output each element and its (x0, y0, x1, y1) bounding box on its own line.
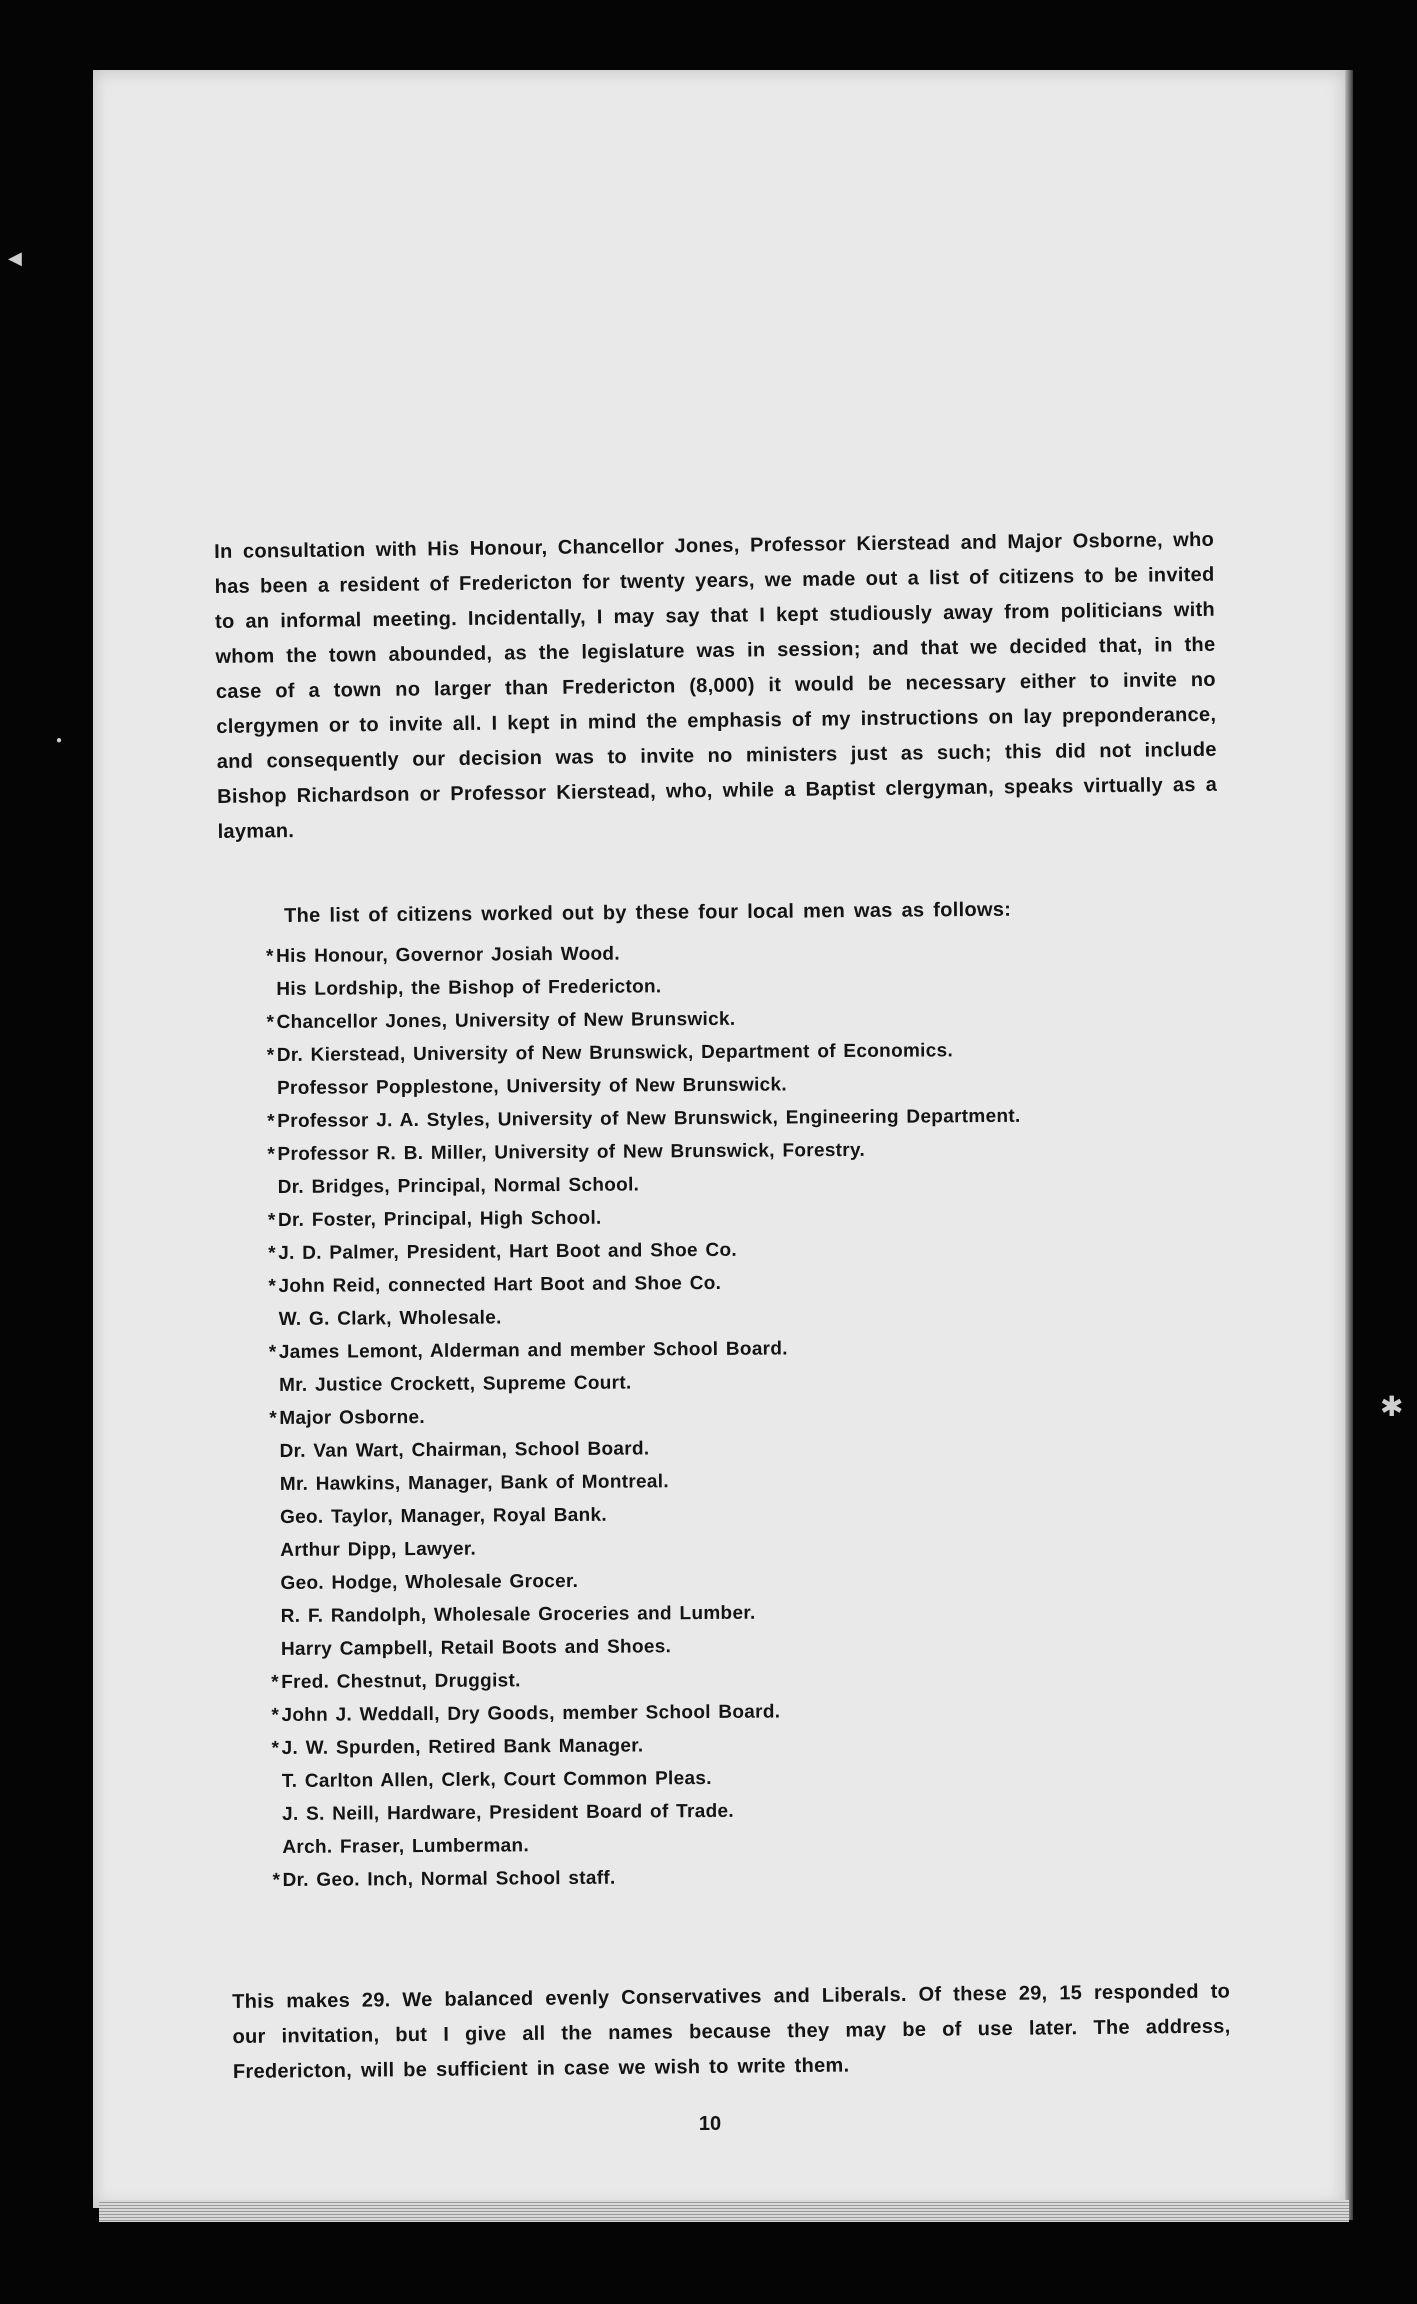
citizen-entry: His Honour, Governor Josiah Wood. (276, 943, 620, 967)
citizen-entry: Professor J. A. Styles, University of New Brunswick, Engineering Department. (277, 1105, 1021, 1132)
page-edge (1345, 70, 1353, 2220)
citizen-entry: John J. Weddall, Dry Goods, member School Board. (281, 1701, 781, 1726)
citizen-entry: Dr. Geo. Inch, Normal School staff. (282, 1867, 616, 1891)
page-stack-edge (99, 2200, 1349, 2222)
citizen-entry: Professor Popplestone, University of New Brunswick. (276, 1074, 788, 1099)
asterisk-mark: * (267, 1210, 276, 1232)
asterisk-mark: * (266, 1045, 275, 1067)
asterisk-mark: * (267, 1111, 276, 1133)
asterisk-mark: * (268, 1342, 277, 1364)
citizen-entry: Dr. Van Wart, Chairman, School Board. (279, 1438, 650, 1462)
asterisk-mark: * (271, 1737, 280, 1760)
citizen-entry: Fred. Chestnut, Druggist. (281, 1670, 521, 1693)
citizen-entry: W. G. Clark, Wholesale. (278, 1307, 502, 1330)
citizen-entry: Chancellor Jones, University of New Brunswick. (276, 1008, 736, 1033)
list-intro: The list of citizens worked out by these four local men was as follows: (284, 898, 1012, 927)
citizen-entry: His Lordship, the Bishop of Fredericton. (276, 976, 662, 1000)
citizen-list (266, 934, 1183, 1897)
citizen-entry: Geo. Hodge, Wholesale Grocer. (280, 1570, 579, 1594)
asterisk-mark: * (268, 1276, 277, 1298)
citizen-entry: Arch. Fraser, Lumberman. (282, 1835, 530, 1858)
citizen-entry: Mr. Hawkins, Manager, Bank of Montreal. (279, 1471, 669, 1495)
citizen-entry: J. S. Neill, Hardware, President Board of Trade. (282, 1800, 734, 1825)
citizen-entry: T. Carlton Allen, Clerk, Court Common Pleas. (281, 1767, 712, 1792)
asterisk-mark: * (266, 1012, 275, 1034)
citizen-entry: Dr. Kierstead, University of New Brunswick, Department of Economics. (276, 1040, 954, 1066)
asterisk-mark: * (271, 1704, 280, 1727)
speck-cluster-icon: ✱ (1380, 1391, 1404, 1422)
asterisk-mark: * (267, 1144, 276, 1166)
citizen-entry: Dr. Foster, Principal, High School. (277, 1207, 602, 1231)
list-item (272, 1858, 1182, 1897)
asterisk-mark: * (272, 1869, 281, 1892)
citizen-entry: Harry Campbell, Retail Boots and Shoes. (280, 1636, 672, 1660)
asterisk-mark: * (268, 1243, 276, 1265)
asterisk-mark: * (271, 1671, 279, 1694)
body-paragraph-1: In consultation with His Honour, Chancellor Jones, Professor Kierstead and Major Osborne, who has been a resident of Fredericton for twenty years, we made out a list of citizens to be invited to an informal meeting. Incidentally, I may say that I kept studiously away from politicians with whom the town abounded, as the legislature was in session; and that we decided that, in the case of a town no larger than Fredericton (8,000) it would be necessary either to invite no clergymen or to invite all. I kept in mind the emphasis of my instructions on lay preponderance, and consequently our decision was to invite no ministers just as such; this did not include Bishop Richardson or Professor Kierstead, who, while a Baptist clergyman, speaks virtually as a layman. (214, 528, 1218, 843)
citizen-entry: R. F. Randolph, Wholesale Groceries and Lumber. (280, 1602, 756, 1627)
citizen-entry: Major Osborne. (279, 1406, 425, 1429)
citizen-entry: J. W. Spurden, Retired Bank Manager. (281, 1735, 644, 1759)
left-arrow-mark-icon: ◀ (8, 248, 22, 268)
citizen-entry: James Lemont, Alderman and member School Board. (278, 1338, 788, 1363)
citizen-entry: Arthur Dipp, Lawyer. (280, 1538, 477, 1561)
speck-mark-icon: ● (56, 735, 63, 746)
citizen-entry: J. D. Palmer, President, Hart Boot and Shoe Co. (278, 1239, 738, 1264)
citizen-entry: Professor R. B. Miller, University of New Brunswick, Forestry. (277, 1139, 866, 1165)
citizen-entry: Dr. Bridges, Principal, Normal School. (277, 1174, 640, 1198)
asterisk-mark: * (269, 1408, 278, 1430)
page-number: 10 (698, 2113, 722, 2135)
citizen-entry: Geo. Taylor, Manager, Royal Bank. (279, 1504, 608, 1528)
citizen-entry: Mr. Justice Crockett, Supreme Court. (279, 1372, 632, 1396)
asterisk-mark: * (266, 946, 274, 968)
citizen-entry: John Reid, connected Hart Boot and Shoe Co. (278, 1272, 722, 1297)
body-paragraph-2: This makes 29. We balanced evenly Conservatives and Liberals. Of these 29, 15 responded to our invitation, but I give all the names because they may be of use later. The address, Fredericton, will be sufficient in case we wish to write them. (232, 1980, 1231, 2083)
